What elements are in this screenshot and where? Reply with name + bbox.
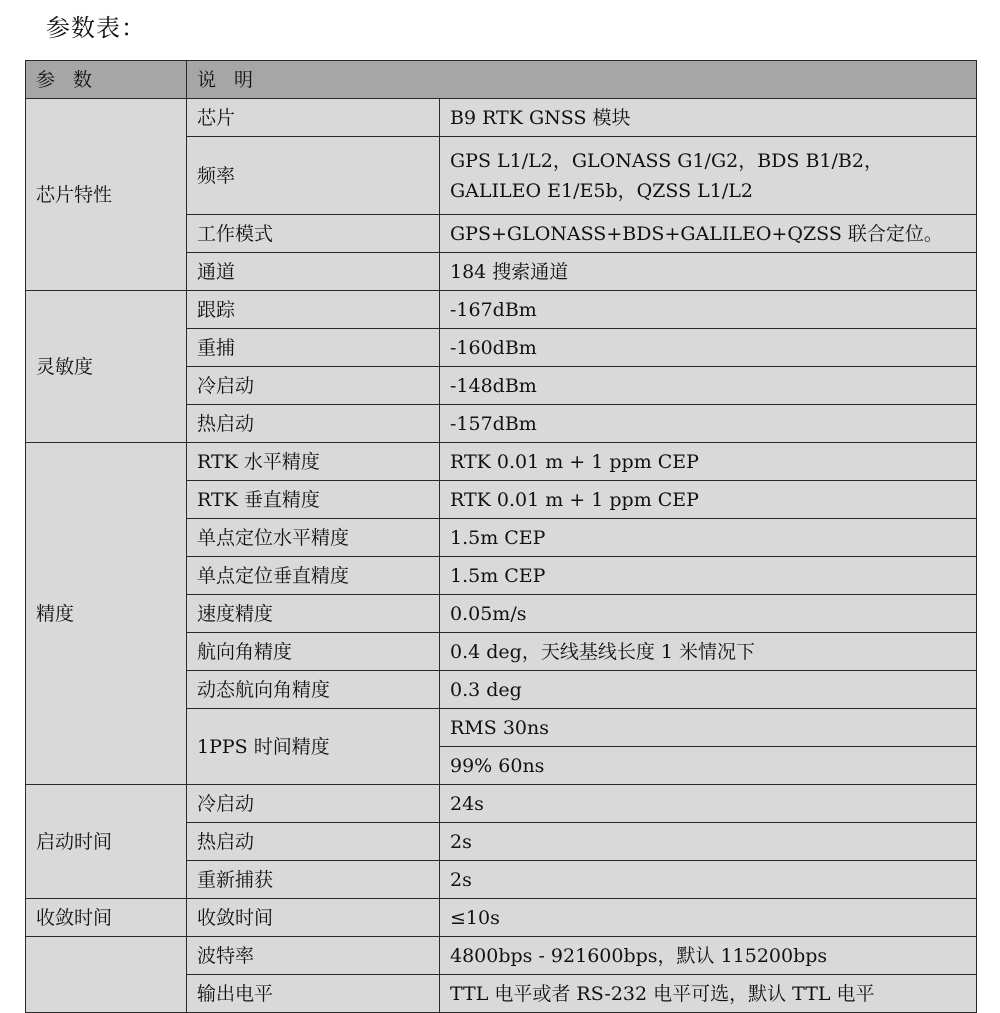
value-cell: 99% 60ns <box>440 747 977 785</box>
value-cell: ≤10s <box>440 899 977 937</box>
param-cell: 航向角精度 <box>187 633 440 671</box>
group-name-cell: 灵敏度 <box>26 291 187 443</box>
value-cell: 2s <box>440 823 977 861</box>
param-cell: RTK 垂直精度 <box>187 481 440 519</box>
value-cell: GPS+GLONASS+BDS+GALILEO+QZSS 联合定位。 <box>440 215 977 253</box>
param-cell: 跟踪 <box>187 291 440 329</box>
param-cell: 1PPS 时间精度 <box>187 709 440 785</box>
table-row <box>26 785 977 823</box>
value-cell: -167dBm <box>440 291 977 329</box>
value-cell: 1.5m CEP <box>440 519 977 557</box>
value-cell: 0.4 deg，天线基线长度 1 米情况下 <box>440 633 977 671</box>
value-cell: 1.5m CEP <box>440 557 977 595</box>
param-cell: 输出电平 <box>187 975 440 1013</box>
group-name-cell: 芯片特性 <box>26 99 187 291</box>
spec-table-body <box>26 99 977 1013</box>
param-cell: 冷启动 <box>187 785 440 823</box>
group-name-cell: 启动时间 <box>26 785 187 899</box>
value-cell: 4800bps - 921600bps，默认 115200bps <box>440 937 977 975</box>
value-cell: RTK 0.01 m + 1 ppm CEP <box>440 481 977 519</box>
param-cell: 频率 <box>187 137 440 215</box>
group-name-cell: 收敛时间 <box>26 899 187 937</box>
value-cell: -160dBm <box>440 329 977 367</box>
value-cell: 24s <box>440 785 977 823</box>
value-cell: GPS L1/L2，GLONASS G1/G2，BDS B1/B2，GALILEO E1/E5b，QZSS L1/L2 <box>440 137 977 215</box>
value-cell: RTK 0.01 m + 1 ppm CEP <box>440 443 977 481</box>
value-cell: 2s <box>440 861 977 899</box>
param-cell: 热启动 <box>187 405 440 443</box>
group-name-cell: 精度 <box>26 443 187 785</box>
table-row <box>26 99 977 137</box>
table-row <box>26 899 977 937</box>
group-name-cell <box>26 937 187 1013</box>
header-desc: 说 明 <box>187 61 977 99</box>
param-cell: 冷启动 <box>187 367 440 405</box>
header-param: 参 数 <box>26 61 187 99</box>
param-cell: 收敛时间 <box>187 899 440 937</box>
value-cell: -148dBm <box>440 367 977 405</box>
value-cell: 0.05m/s <box>440 595 977 633</box>
table-row <box>26 291 977 329</box>
param-cell: 工作模式 <box>187 215 440 253</box>
spec-table <box>25 60 977 1013</box>
param-cell: 热启动 <box>187 823 440 861</box>
table-row <box>26 443 977 481</box>
value-cell: 184 搜索通道 <box>440 253 977 291</box>
param-cell: 动态航向角精度 <box>187 671 440 709</box>
param-cell: 芯片 <box>187 99 440 137</box>
param-cell: 单点定位垂直精度 <box>187 557 440 595</box>
param-cell: 重新捕获 <box>187 861 440 899</box>
param-cell: 速度精度 <box>187 595 440 633</box>
param-cell: 重捕 <box>187 329 440 367</box>
value-cell: B9 RTK GNSS 模块 <box>440 99 977 137</box>
table-row <box>26 937 977 975</box>
value-cell: TTL 电平或者 RS-232 电平可选，默认 TTL 电平 <box>440 975 977 1013</box>
param-cell: 单点定位水平精度 <box>187 519 440 557</box>
table-header-row <box>26 61 977 99</box>
value-cell: 0.3 deg <box>440 671 977 709</box>
param-cell: 波特率 <box>187 937 440 975</box>
value-cell: RMS 30ns <box>440 709 977 747</box>
param-cell: RTK 水平精度 <box>187 443 440 481</box>
page-title: 参数表： <box>46 14 146 42</box>
value-cell: -157dBm <box>440 405 977 443</box>
param-cell: 通道 <box>187 253 440 291</box>
